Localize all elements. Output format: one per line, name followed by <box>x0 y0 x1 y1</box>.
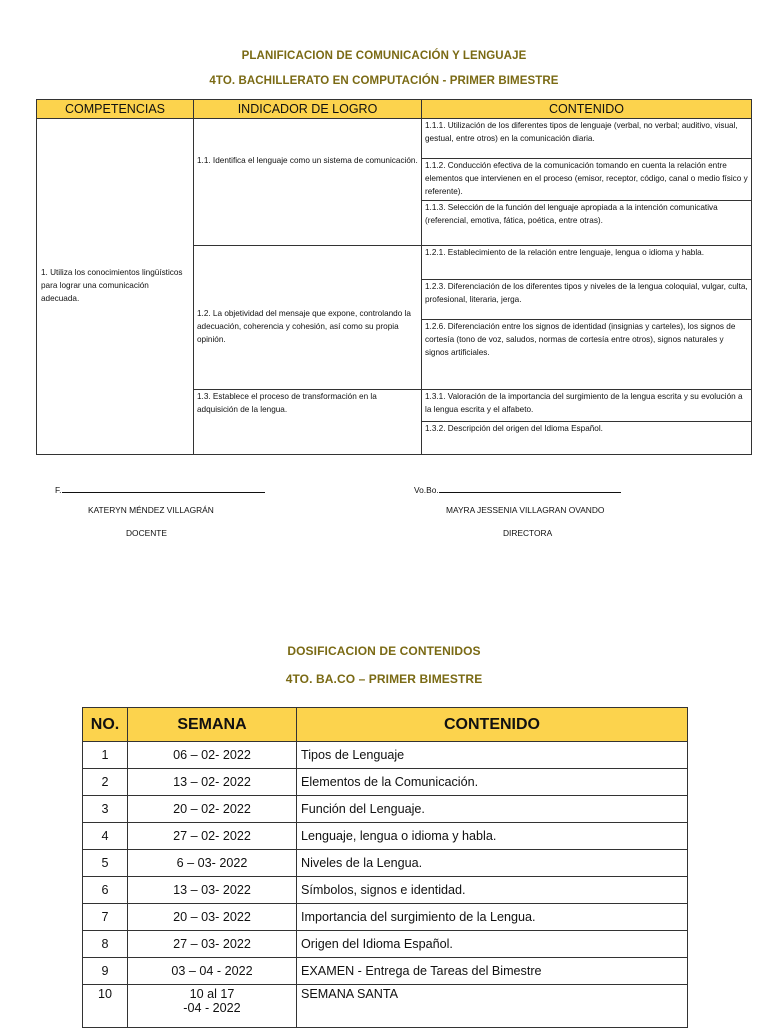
table-row <box>83 985 688 1028</box>
row-week: 13 – 02- 2022 <box>128 769 297 796</box>
row-week-line1: 10 al 17 <box>189 987 235 1001</box>
contenido-cell: 1.1.2. Conducción efectiva de la comunicación tomando en cuenta la relación entre elementos que intervienen en el proceso (emisor, receptor, código, canal o medio físico y referente). <box>422 159 752 201</box>
row-content: Origen del Idioma Español. <box>297 931 688 958</box>
contenido-cell: 1.3.1. Valoración de la importancia del surgimiento de la lengua escrita y su evolución a la lengua escrita y el alfabeto. <box>422 389 752 421</box>
row-content: Lenguaje, lengua o idioma y habla. <box>297 823 688 850</box>
table-row <box>83 904 688 931</box>
row-week: 20 – 03- 2022 <box>128 904 297 931</box>
row-week: 27 – 02- 2022 <box>128 823 297 850</box>
table-row <box>37 119 752 159</box>
indicador-cell: 1.1. Identifica el lenguaje como un sistema de comunicación. <box>194 119 422 246</box>
row-week: 6 – 03- 2022 <box>128 850 297 877</box>
signature-prefix-left: F. <box>55 485 62 495</box>
header-competencias: COMPETENCIAS <box>37 100 194 119</box>
indicador-cell: 1.3. Establece el proceso de transformación en la adquisición de la lengua. <box>194 389 422 454</box>
header-contenido-schedule: CONTENIDO <box>297 708 688 742</box>
header-no: NO. <box>83 708 128 742</box>
signature-underline-right <box>439 483 621 493</box>
row-week-line2: -04 - 2022 <box>183 1001 241 1015</box>
contenido-cell: 1.1.1. Utilización de los diferentes tipos de lenguaje (verbal, no verbal; auditivo, visual, gestual, entre otros) en la comunicación diaria. <box>422 119 752 159</box>
signature-line-left <box>55 483 265 495</box>
contenido-cell: 1.1.3. Selección de la función del lenguaje apropiada a la intención comunicativa (referencial, emotiva, fática, poética, entre otras). <box>422 200 752 245</box>
signature-line-right <box>414 483 621 495</box>
table-row <box>83 850 688 877</box>
row-number: 5 <box>83 850 128 877</box>
row-week: 27 – 03- 2022 <box>128 931 297 958</box>
header-contenido: CONTENIDO <box>422 100 752 119</box>
table-row <box>83 769 688 796</box>
table-row <box>83 877 688 904</box>
row-number: 7 <box>83 904 128 931</box>
table-row <box>83 931 688 958</box>
row-content: Tipos de Lenguaje <box>297 742 688 769</box>
row-number: 3 <box>83 796 128 823</box>
indicador-cell: 1.2. La objetividad del mensaje que expone, controlando la adecuación, coherencia y cohesión, así como su propia opinión. <box>194 245 422 389</box>
table-row <box>83 958 688 985</box>
contenido-cell: 1.2.6. Diferenciación entre los signos de identidad (insignias y carteles), los signos de cortesía (tono de voz, saludos, normas de cortesía entre otros), signos naturales y signos artificiales. <box>422 319 752 389</box>
row-content: Elementos de la Comunicación. <box>297 769 688 796</box>
row-number: 6 <box>83 877 128 904</box>
director-role: DIRECTORA <box>503 528 553 538</box>
header-indicador: INDICADOR DE LOGRO <box>194 100 422 119</box>
row-content: Niveles de la Lengua. <box>297 850 688 877</box>
row-week: 06 – 02- 2022 <box>128 742 297 769</box>
row-number: 9 <box>83 958 128 985</box>
signature-prefix-right: Vo.Bo. <box>414 485 439 495</box>
header-semana: SEMANA <box>128 708 297 742</box>
teacher-role: DOCENTE <box>126 528 167 538</box>
signature-underline-left <box>62 483 265 493</box>
schedule-title: DOSIFICACION DE CONTENIDOS <box>287 644 481 658</box>
schedule-table <box>82 707 688 1028</box>
row-content: Importancia del surgimiento de la Lengua. <box>297 904 688 931</box>
row-content: SEMANA SANTA <box>297 985 688 1028</box>
schedule-table-header <box>83 708 688 742</box>
row-content: Función del Lenguaje. <box>297 796 688 823</box>
row-number: 2 <box>83 769 128 796</box>
row-content: Símbolos, signos e identidad. <box>297 877 688 904</box>
row-content: EXAMEN - Entrega de Tareas del Bimestre <box>297 958 688 985</box>
row-week <box>128 985 297 1028</box>
table-row <box>83 823 688 850</box>
planning-table-header <box>37 100 752 119</box>
document-subtitle: 4TO. BACHILLERATO EN COMPUTACIÓN - PRIMER BIMESTRE <box>209 75 559 87</box>
schedule-subtitle: 4TO. BA.CO – PRIMER BIMESTRE <box>285 672 483 686</box>
table-row <box>83 796 688 823</box>
row-number: 10 <box>83 985 128 1028</box>
contenido-cell: 1.2.3. Diferenciación de los diferentes tipos y niveles de la lengua coloquial, vulgar, culta, profesional, literaria, jerga. <box>422 279 752 319</box>
teacher-name: KATERYN MÉNDEZ VILLAGRÁN <box>88 505 214 515</box>
director-name: MAYRA JESSENIA VILLAGRAN OVANDO <box>446 505 605 515</box>
planning-table <box>36 99 752 455</box>
document-title: PLANIFICACION DE COMUNICACIÓN Y LENGUAJE <box>241 50 527 62</box>
row-number: 8 <box>83 931 128 958</box>
row-week: 13 – 03- 2022 <box>128 877 297 904</box>
row-week: 03 – 04 - 2022 <box>128 958 297 985</box>
row-number: 4 <box>83 823 128 850</box>
row-number: 1 <box>83 742 128 769</box>
competencia-cell: 1. Utiliza los conocimientos lingüísticos para lograr una comunicación adecuada. <box>37 119 194 455</box>
contenido-cell: 1.3.2. Descripción del origen del Idioma Español. <box>422 421 752 454</box>
contenido-cell: 1.2.1. Establecimiento de la relación entre lenguaje, lengua o idioma y habla. <box>422 245 752 279</box>
row-week: 20 – 02- 2022 <box>128 796 297 823</box>
table-row <box>83 742 688 769</box>
